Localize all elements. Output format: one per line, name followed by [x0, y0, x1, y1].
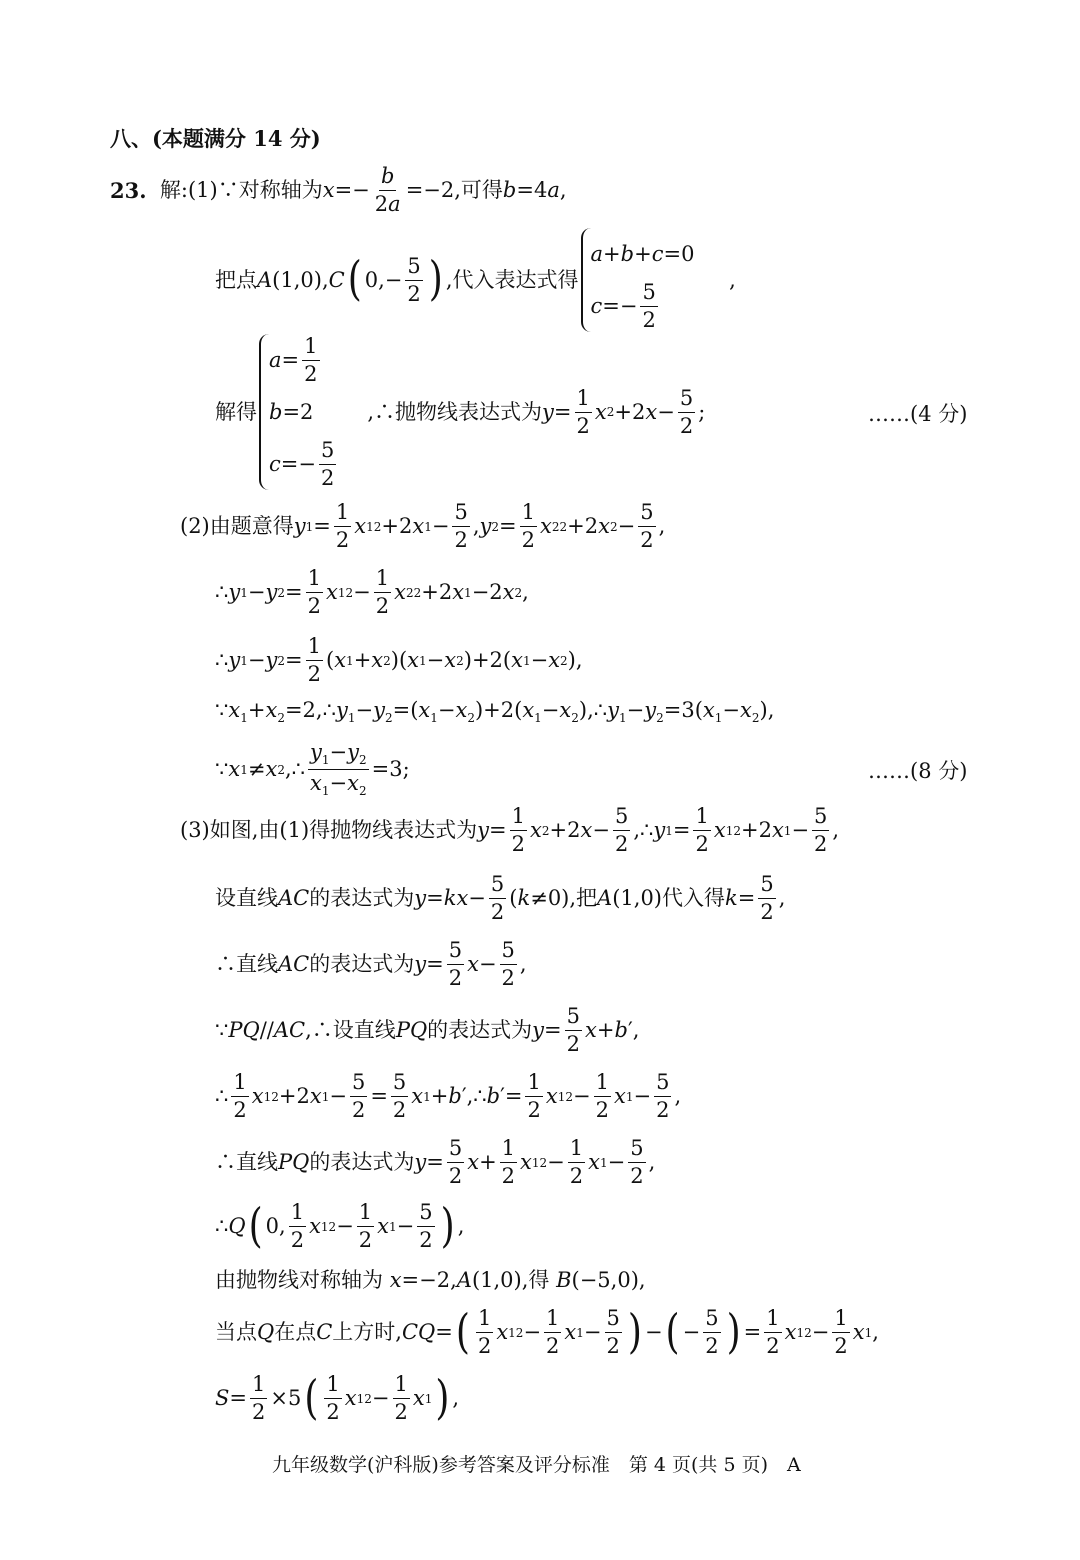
solution-line-3: 解得 a = 1 2 b =2 c =− 5 2 ,∴抛物线表达式为 y = 1 2 x 2 +2 x − 5 2 ; — [215, 333, 706, 490]
solution-line-8: ∵ x 1 ≠ x 2 ,∴ $y_1-y_2$ $x_1-x_2$ =3; — [215, 740, 410, 798]
solution-line-1: 23. 解 :(1)∵对称轴为 x =− b 2a =−2,可得 b =4 a , — [110, 164, 567, 216]
solution-line-5: ∴ y 1 − y 2 = 1 2 x 1 2 − 1 2 x 2 2 +2 x 1 −2 x 2 , — [215, 566, 529, 618]
solution-line-14: ∴直线 PQ 的表达式为 y = 5 2 x + 1 2 x 1 2 − 1 2 x 1 − 5 2 , — [215, 1136, 656, 1188]
problem-number: 23. — [110, 178, 147, 203]
solution-line-6: ∴ y 1 − y 2 = 1 2 ( x 1 + x 2 )( x 1 − x 2 )+2( x 1 − x 2 ), — [215, 634, 583, 686]
solution-line-17: 当点 Q 在点 C 上方时, CQ = ( 1 2 x 1 2 − 1 2 x 1 − 5 2 ) − ( − 5 2 ) = 1 2 x 1 2 − 1 2 x 1 , — [215, 1305, 879, 1359]
solution-line-7: $\because x_1+x_2=2,\therefore y_1-y_2=(x_1-x_2)+2(x_1-x_2),\therefore y_1-y_2=3(x_1-x_2)$, — [215, 698, 775, 725]
section-title: 八、(本题满分 14 分) — [110, 126, 321, 151]
equation-system-1: a + b + c =0 c =− 5 2 — [581, 228, 695, 332]
solution-line-18: S = 1 2 ×5 ( 1 2 x 1 2 − 1 2 x 1 ) , — [215, 1371, 460, 1425]
solution-line-10: 设直线 AC 的表达式为 y = kx − 5 2 ( k ≠0),把 A (1,0)代入得 k = 5 2 , — [215, 872, 786, 924]
solution-line-2: 把点 A (1,0), C ( 0,− 5 2 ) ,代入表达式得 a + b + c =0 c =− 5 2 , — [215, 228, 736, 332]
solution-line-12: ∵ PQ // AC ,∴设直线 PQ 的表达式为 y = 5 2 x + b ′, — [215, 1004, 640, 1056]
score-8: ……(8 分) — [868, 759, 968, 783]
solution-line-15: ∴ Q ( 0, 1 2 x 1 2 − 1 2 x 1 − 5 2 ) , — [215, 1199, 465, 1253]
solution-line-11: ∴直线 AC 的表达式为 y = 5 2 x − 5 2 , — [215, 938, 527, 990]
solve-label: 解 — [159, 178, 181, 202]
equation-system-2: a = 1 2 b =2 c =− 5 2 — [259, 334, 339, 490]
page-footer: 九年级数学(沪科版)参考答案及评分标准 第 4 页(共 5 页) A — [272, 1454, 801, 1476]
solution-line-13: ∴ 1 2 x 1 2 +2 x 1 − 5 2 = 5 2 x 1 + b ′,∴ b ′= 1 2 x 1 2 − 1 2 x 1 − 5 2 , — [215, 1070, 682, 1122]
score-4: ……(4 分) — [868, 402, 968, 426]
solution-line-4: (2)由题意得 y 1 = 1 2 x 1 2 +2 x 1 − 5 2 , y 2 = 1 2 x 2 2 +2 x 2 − 5 2 , — [180, 500, 666, 552]
solution-line-9: (3)如图,由(1)得抛物线表达式为 y = 1 2 x 2 +2 x − 5 2 ,∴ y 1 = 1 2 x 1 2 +2 x 1 − 5 2 , — [180, 804, 840, 856]
solution-line-16: 由抛物线对称轴为 x=−2,A(1,0),得 B(−5,0), — [215, 1268, 646, 1292]
